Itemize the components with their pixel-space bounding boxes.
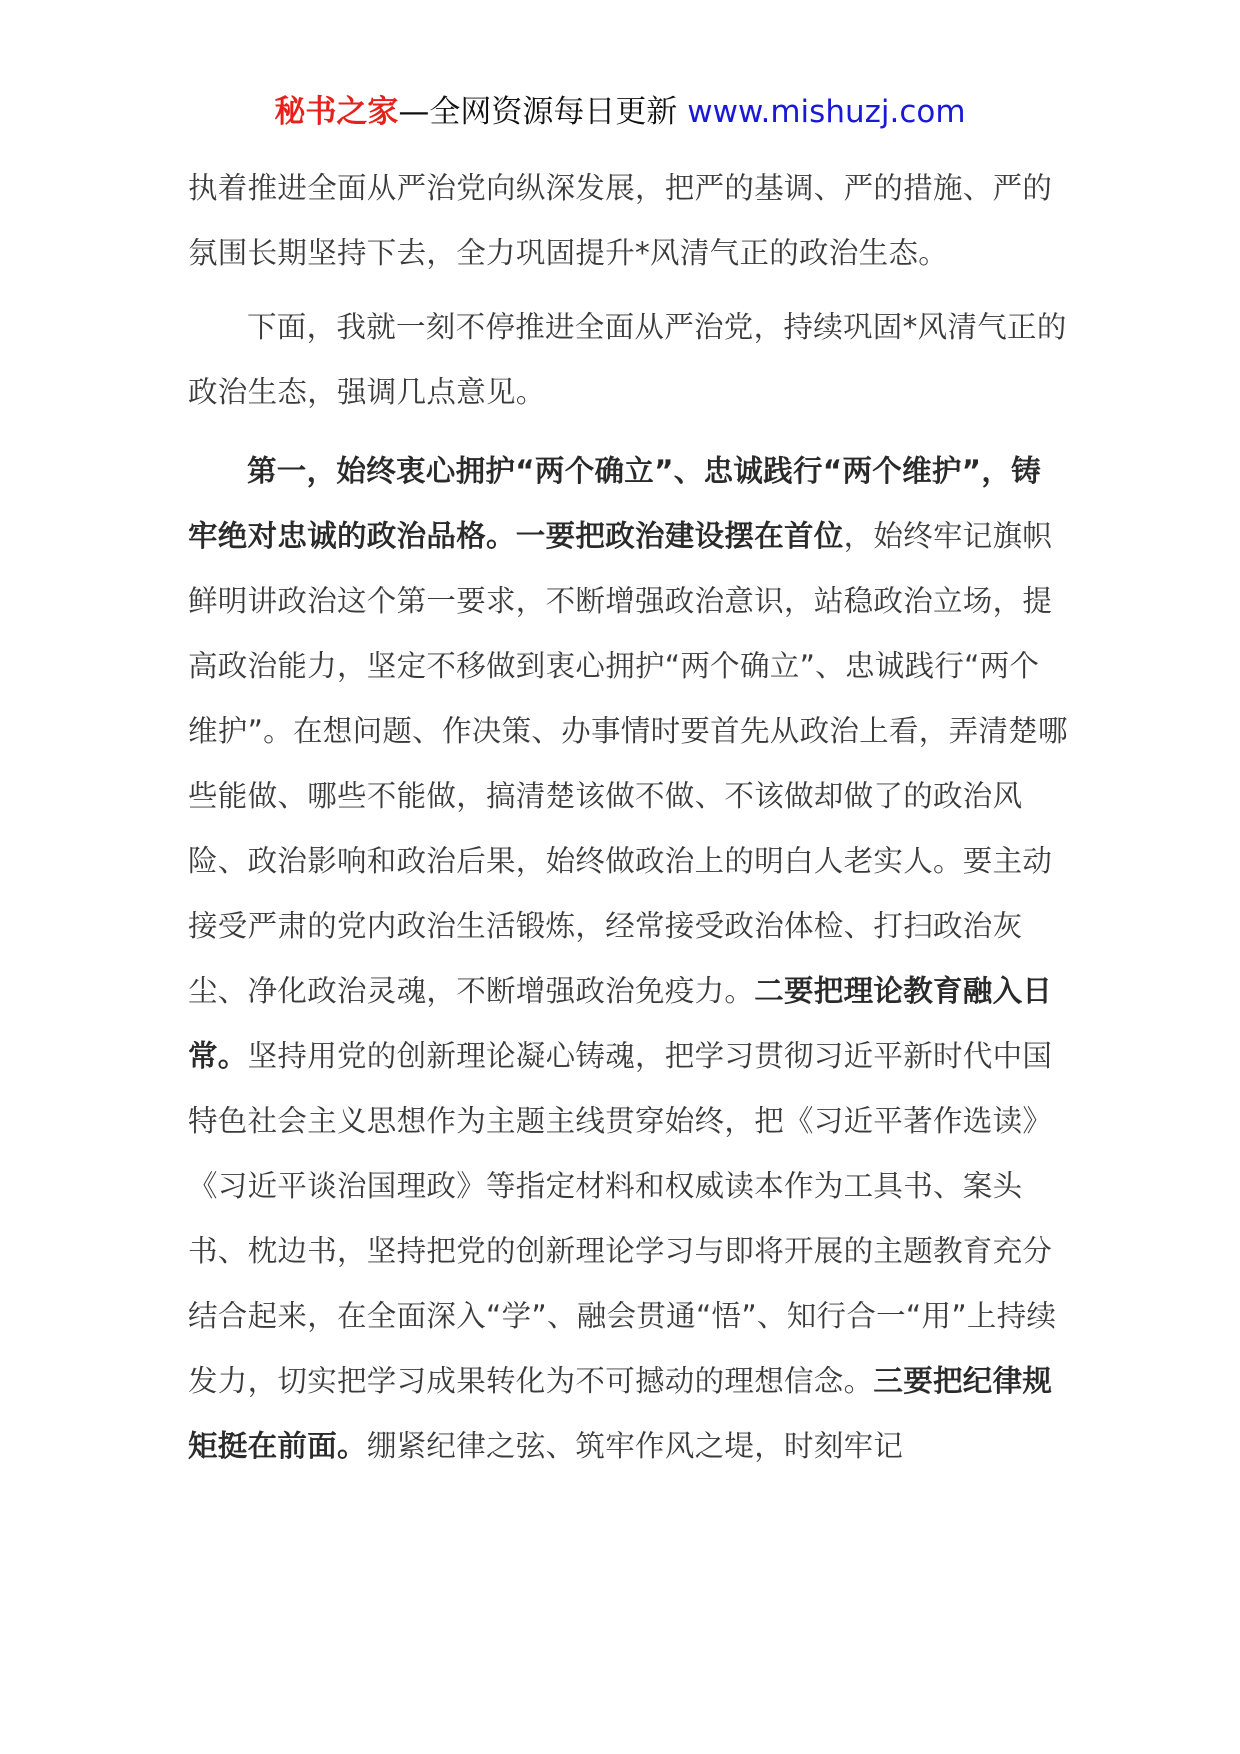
- paragraph-3-text-a: ，始终牢记旗帜鲜明讲政治这个第一要求，不断增强政治意识，站稳政治立场，提高政治能力，坚定不移做到衷心拥护“两个确立”、忠诚践行“两个维护”。在想问题、作决策、办事情时要首先从政治上看，弄清楚哪些能做、哪些不能做，搞清楚该做不做、不该做却做了的政治风险、政治影响和政治后果，始终做政治上的明白人老实人。要主动接受严肃的党内政治生活锻炼，经常接受政治体检、打扫政治灰尘、净化政治灵魂，不断增强政治免疫力。: [188, 519, 1068, 1008]
- site-link[interactable]: www.mishuzj.com: [687, 94, 966, 130]
- paragraph-1: 执着推进全面从严治党向纵深发展，把严的基调、严的措施、严的氛围长期坚持下去，全力巩固提升*风清气正的政治生态。: [188, 171, 1053, 270]
- brand-name: 秘书之家: [274, 94, 399, 130]
- paragraph-2: 下面，我就一刻不停推进全面从严治党，持续巩固*风清气正的政治生态，强调几点意见。: [188, 310, 1067, 409]
- paragraph-3-text-b: 坚持用党的创新理论凝心铸魂，把学习贯彻习近平新时代中国特色社会主义思想作为主题主线贯穿始终，把《习近平著作选读》《习近平谈治国理政》等指定材料和权威读本作为工具书、案头书、枕边书，坚持把党的创新理论学习与即将开展的主题教育充分结合起来，在全面深入“学”、融会贯通“悟”、知行合一“用”上持续发力，切实把学习成果转化为不可撼动的理想信念。: [188, 1039, 1057, 1398]
- page-header: [0, 92, 1240, 132]
- heading-point-one: 第一，始终衷心拥护“两个确立”、忠诚践行“两个维护”，铸牢绝对忠诚的政治品格。一要把政治建设摆在首位: [188, 454, 1041, 553]
- document-body: [188, 156, 1068, 1479]
- heading-point-three: 三要把纪律规矩挺在前面。: [188, 1364, 1053, 1463]
- heading-point-two: 二要把理论教育融入日常。: [188, 974, 1053, 1073]
- paragraph-3: [188, 439, 1068, 1479]
- paragraph-3-text-c: 绷紧纪律之弦、筑牢作风之堤，时刻牢记: [366, 1429, 904, 1463]
- header-slogan: —全网资源每日更新: [398, 94, 678, 130]
